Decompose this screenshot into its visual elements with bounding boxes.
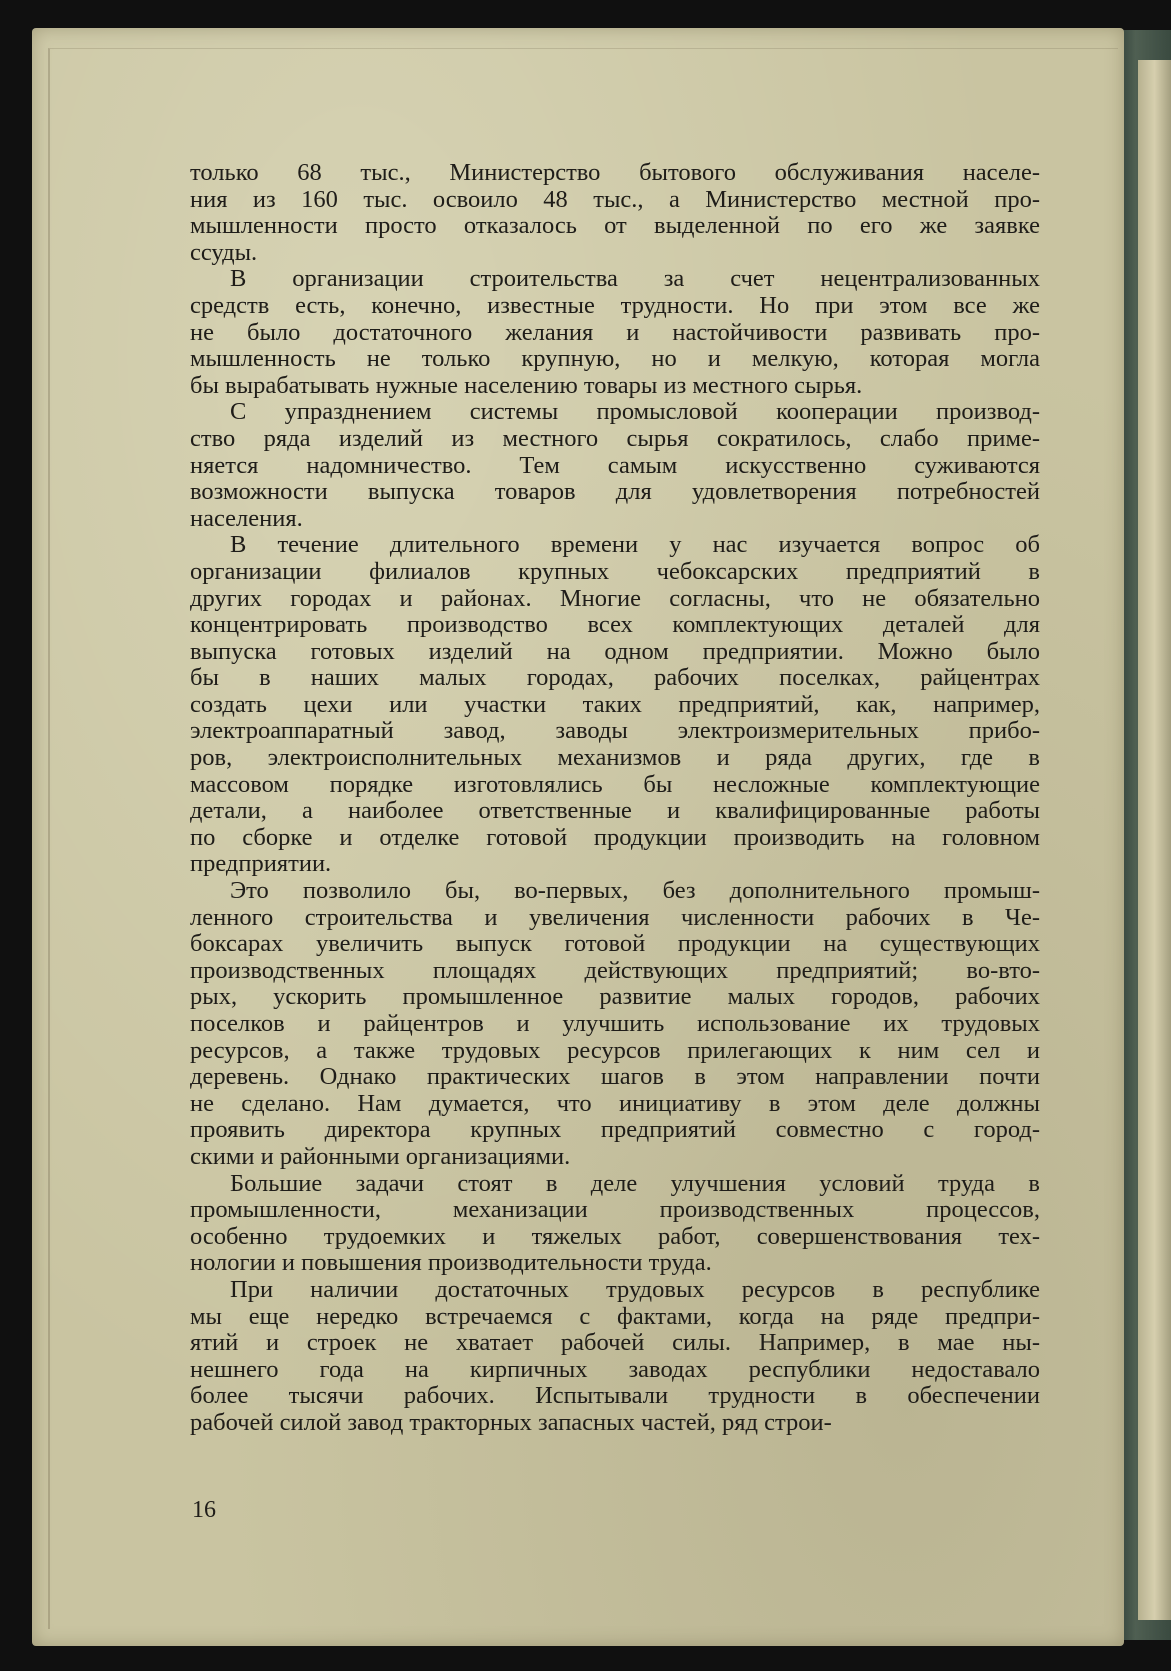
paragraph bbox=[190, 266, 1040, 399]
text-line: детали, а наиболее ответственные и квалифицированные работы bbox=[190, 797, 1040, 825]
text-line: скими и районными организациями. bbox=[190, 1142, 571, 1170]
text-line: рых, ускорить промышленное развитие малых городов, рабочих bbox=[190, 983, 1040, 1011]
text-line: более тысячи рабочих. Испытывали трудности в обеспечении bbox=[190, 1382, 1040, 1410]
body-text bbox=[190, 160, 1040, 1437]
paragraph bbox=[190, 532, 1040, 878]
text-line: массовом порядке изготовлялись бы несложные комплектующие bbox=[190, 770, 1040, 798]
text-line: ров, электроисполнительных механизмов и ряда других, где в bbox=[190, 744, 1040, 772]
text-line: мышленность не только крупную, но и мелкую, которая могла bbox=[190, 345, 1040, 373]
text-line: бы вырабатывать нужные населению товары из местного сырья. bbox=[190, 371, 863, 399]
text-line: деревень. Однако практических шагов в этом направлении почти bbox=[190, 1063, 1040, 1091]
text-line: боксарах увеличить выпуск готовой продукции на существующих bbox=[190, 930, 1040, 958]
paragraph bbox=[190, 1171, 1040, 1277]
text-line: особенно трудоемких и тяжелых работ, совершенствования тех- bbox=[190, 1222, 1040, 1250]
text-line: по сборке и отделке готовой продукции производить на головном bbox=[190, 823, 1040, 851]
paragraph bbox=[190, 878, 1040, 1171]
text-line: ятий и строек не хватает рабочей силы. Например, в мае ны- bbox=[190, 1329, 1040, 1357]
text-line: няется надомничество. Тем самым искусственно суживаются bbox=[190, 451, 1040, 479]
text-line: При наличии достаточных трудовых ресурсов в республике bbox=[230, 1275, 1040, 1303]
text-line: концентрировать производство всех комплектующих деталей для bbox=[190, 611, 1040, 639]
text-line: производственных площадях действующих предприятий; во-вто- bbox=[190, 956, 1040, 984]
text-line: выпуска готовых изделий на одном предприятии. Можно было bbox=[190, 637, 1040, 665]
text-line: Это позволило бы, во-первых, без дополнительного промыш- bbox=[230, 877, 1040, 905]
text-line: ния из 160 тыс. освоило 48 тыс., а Министерство местной про- bbox=[190, 185, 1040, 213]
paragraph bbox=[190, 1277, 1040, 1437]
text-line: средств есть, конечно, известные трудности. Но при этом все же bbox=[190, 291, 1040, 319]
text-line: только 68 тыс., Министерство бытового обслуживания населе- bbox=[190, 159, 1040, 186]
text-line: ленного строительства и увеличения численности рабочих в Че- bbox=[190, 903, 1040, 931]
text-line: проявить директора крупных предприятий совместно с город- bbox=[190, 1116, 1040, 1144]
text-line: электроаппаратный завод, заводы электроизмерительных прибо- bbox=[190, 717, 1040, 745]
text-line: промышленности, механизации производственных процессов, bbox=[190, 1196, 1040, 1224]
text-line: нологии и повышения производительности труда. bbox=[190, 1249, 712, 1277]
paragraph bbox=[190, 399, 1040, 532]
text-line: организации филиалов крупных чебоксарских предприятий в bbox=[190, 557, 1040, 585]
text-line: ство ряда изделий из местного сырья сократилось, слабо приме- bbox=[190, 424, 1040, 452]
text-line: бы в наших малых городах, рабочих поселках, райцентрах bbox=[190, 664, 1040, 692]
page-number: 16 bbox=[192, 1497, 216, 1523]
text-line: рабочей силой завод тракторных запасных частей, ряд строи- bbox=[190, 1408, 832, 1436]
paragraph bbox=[190, 160, 1040, 266]
text-line: других городах и районах. Многие согласны, что не обязательно bbox=[190, 584, 1040, 612]
text-line: поселков и райцентров и улучшить использование их трудовых bbox=[190, 1010, 1040, 1037]
text-line: ресурсов, а также трудовых ресурсов прилегающих к ним сел и bbox=[190, 1036, 1040, 1064]
text-line: В организации строительства за счет нецентрализованных bbox=[230, 265, 1040, 293]
text-line: С упразднением системы промысловой кооперации производ- bbox=[230, 398, 1040, 426]
text-line: предприятии. bbox=[190, 850, 332, 878]
text-line: не было достаточного желания и настойчивости развивать про- bbox=[190, 318, 1040, 346]
text-line: В течение длительного времени у нас изучается вопрос об bbox=[230, 531, 1040, 559]
text-line: Большие задачи стоят в деле улучшения условий труда в bbox=[230, 1169, 1040, 1197]
text-line: нешнего года на кирпичных заводах республики недоставало bbox=[190, 1355, 1040, 1383]
next-page-edge bbox=[1138, 60, 1171, 1620]
text-line: создать цехи или участки таких предприятий, как, например, bbox=[190, 690, 1040, 718]
text-line: возможности выпуска товаров для удовлетворения потребностей bbox=[190, 478, 1040, 506]
text-line: населения. bbox=[190, 504, 303, 532]
text-line: мы еще нередко встречаемся с фактами, когда на ряде предпри- bbox=[190, 1302, 1040, 1330]
text-line: не сделано. Нам думается, что инициативу в этом деле должны bbox=[190, 1089, 1040, 1117]
text-line: ссуды. bbox=[190, 238, 258, 266]
text-line: мышленности просто отказалось от выделенной по его же заявке bbox=[190, 212, 1040, 240]
